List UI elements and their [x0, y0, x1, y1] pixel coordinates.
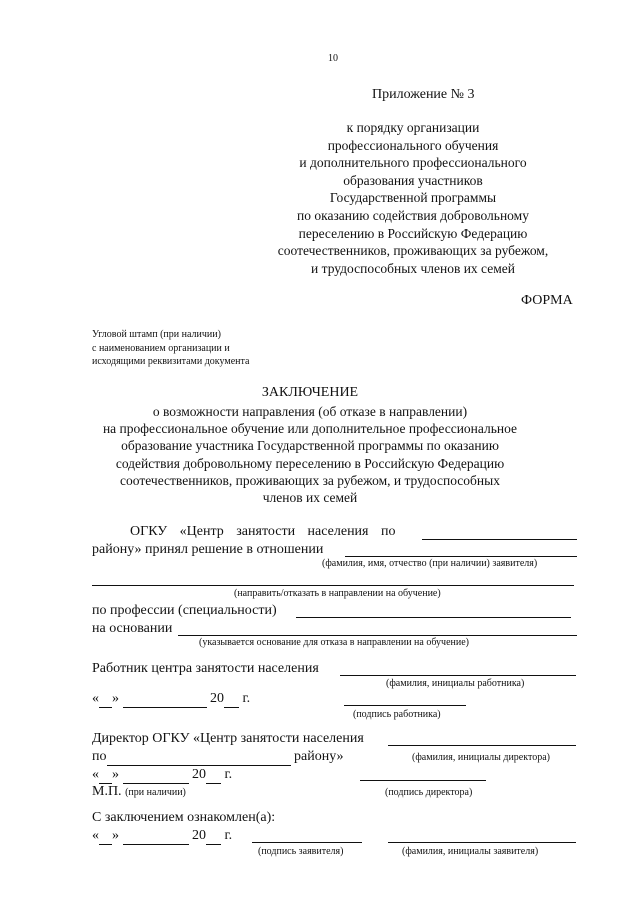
applicant-sign-field[interactable]	[252, 842, 362, 843]
year-prefix: 20	[210, 691, 224, 706]
applicant-date	[92, 828, 232, 845]
applicant-fio-sign-field[interactable]	[388, 842, 576, 843]
year-suffix: г.	[224, 828, 233, 843]
appendix-line: Государственной программы	[329, 190, 497, 206]
profession-field[interactable]	[296, 617, 571, 618]
hint-director-sign: (подпись директора)	[385, 787, 473, 798]
conclusion-line: содействия добровольному переселению в Российскую Федерацию	[115, 455, 505, 471]
hint-employee-sign: (подпись работника)	[353, 709, 441, 720]
month-field[interactable]	[123, 828, 189, 845]
ogku-line2: району» принял решение в отношении	[92, 542, 324, 557]
conclusion-line: членов их семей	[262, 490, 358, 506]
day-field[interactable]	[99, 828, 112, 845]
applicant-fio-field[interactable]	[345, 556, 577, 557]
employee-fio-field[interactable]	[340, 675, 576, 676]
year-prefix: 20	[192, 828, 206, 843]
director-line2	[92, 749, 344, 766]
date-quote-open: «	[92, 691, 99, 706]
month-field[interactable]	[123, 767, 189, 784]
employee-sign-field[interactable]	[344, 705, 466, 706]
acquainted-label: С заключением ознакомлен(а):	[92, 810, 276, 825]
appendix-line: по оказанию содействия добровольному	[297, 207, 529, 223]
year-field[interactable]	[206, 767, 221, 784]
employee-label: Работник центра занятости населения	[92, 661, 319, 676]
ogku-line1: ОГКУ «Центр занятости населения по	[130, 524, 396, 539]
day-field[interactable]	[99, 767, 112, 784]
year-prefix: 20	[192, 767, 206, 782]
conclusion-line: образование участника Государственной программы по оказанию	[121, 438, 499, 454]
day-field[interactable]	[99, 691, 112, 708]
mp-note: (при наличии)	[125, 787, 186, 798]
appendix-line: образования участников	[343, 172, 483, 188]
appendix-line: соотечественников, проживающих за рубежом,	[277, 243, 549, 259]
conclusion-subtitle	[80, 403, 540, 506]
hint-applicant-sign: (подпись заявителя)	[258, 846, 344, 857]
stamp-note-line: с наименованием организации и	[92, 342, 230, 354]
stamp-note-line: Угловой штамп (при наличии)	[92, 329, 221, 340]
director-sign-field[interactable]	[360, 780, 486, 781]
mp-line	[92, 784, 186, 800]
year-field[interactable]	[206, 828, 221, 845]
hint-applicant-fio-sign: (фамилия, инициалы заявителя)	[402, 846, 539, 857]
director-date	[92, 767, 232, 784]
ogku-district-field[interactable]	[422, 539, 577, 540]
appendix-line: и дополнительного профессионального	[299, 155, 527, 171]
year-field[interactable]	[224, 691, 239, 708]
mp-label: М.П.	[92, 784, 122, 799]
stamp-note-line: исходящими реквизитами документа	[92, 356, 250, 367]
conclusion-heading: ЗАКЛЮЧЕНИЕ	[261, 385, 359, 400]
date-quote-open: «	[92, 828, 99, 843]
director-district-field[interactable]	[107, 749, 291, 766]
director-rayon: району»	[294, 749, 344, 764]
month-field[interactable]	[123, 691, 207, 708]
appendix-reference	[250, 119, 576, 277]
director-po: по	[92, 749, 107, 764]
appendix-line: профессионального обучения	[327, 137, 499, 153]
conclusion-line: соотечественников, проживающих за рубежом, и трудоспособных	[120, 472, 500, 488]
page-number: 10	[328, 53, 338, 64]
hint-director-fio: (фамилия, инициалы директора)	[412, 752, 550, 763]
direct-decision-field[interactable]	[92, 585, 574, 586]
date-quote-close: »	[112, 828, 119, 843]
profession-label: по профессии (специальности)	[92, 603, 277, 618]
director-fio-field[interactable]	[388, 745, 576, 746]
director-line1: Директор ОГКУ «Центр занятости населения	[92, 731, 364, 746]
year-suffix: г.	[224, 767, 233, 782]
appendix-title: Приложение № 3	[372, 87, 475, 102]
hint-employee: (фамилия, инициалы работника)	[386, 678, 525, 689]
date-quote-close: »	[112, 767, 119, 782]
hint-direct: (направить/отказать в направлении на обучение)	[234, 588, 441, 599]
basis-label: на основании	[92, 621, 173, 636]
date-quote-open: «	[92, 767, 99, 782]
conclusion-line: о возможности направления (об отказе в направлении)	[152, 404, 468, 419]
form-label: ФОРМА	[521, 293, 573, 308]
appendix-line: и трудоспособных членов их семей	[311, 260, 515, 276]
year-suffix: г.	[242, 691, 251, 706]
basis-field[interactable]	[178, 635, 577, 636]
appendix-line: переселению в Российскую Федерацию	[298, 225, 528, 241]
date-quote-close: »	[112, 691, 119, 706]
employee-date	[92, 691, 250, 708]
conclusion-line: на профессиональное обучение или дополнительное профессиональное	[102, 421, 518, 437]
hint-applicant-fio: (фамилия, имя, отчество (при наличии) заявителя)	[322, 558, 538, 569]
hint-basis: (указывается основание для отказа в направлении на обучение)	[199, 637, 469, 648]
stamp-note	[92, 328, 249, 369]
appendix-line: к порядку организации	[346, 120, 480, 135]
